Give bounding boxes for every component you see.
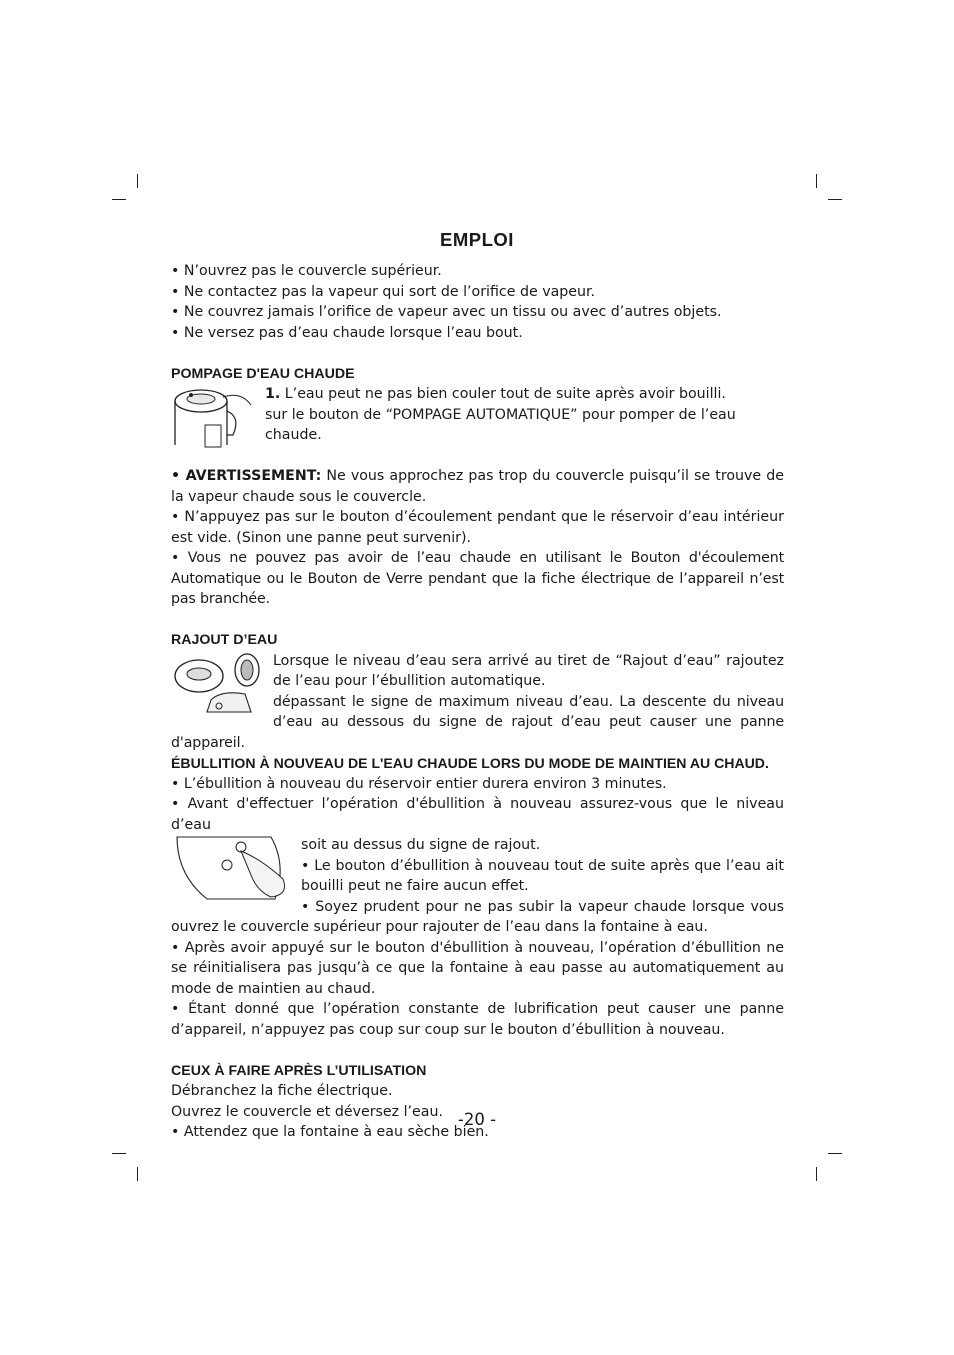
ebullition-bullet: • Avant d'effectuer l’opération d'ébullition à nouveau assurez-vous que le niveau d’eau bbox=[171, 796, 784, 833]
ebullition-bullet: • Après avoir appuyé sur le bouton d'ébullition à nouveau, l’opération d’ébullition ne se réinitialisera pas jusqu’à ce que la fontaine à eau passe au automatiquement au mode de maintien au chaud. bbox=[171, 939, 784, 997]
page-number: -20 - bbox=[457, 1110, 497, 1129]
ebullition-bullet: • Le bouton d’ébullition à nouveau tout de suite après que l’eau ait bouilli peut ne faire aucun effet. bbox=[301, 857, 784, 894]
refill-illustration bbox=[171, 652, 263, 716]
section-heading-apres: CEUX À FAIRE APRÈS L’UTILISATION bbox=[171, 1062, 427, 1079]
crop-mark bbox=[816, 174, 817, 188]
ebullition-bullet-cont: soit au dessus du signe de rajout. bbox=[301, 837, 541, 853]
pompage-bullet: • Vous ne pouvez pas avoir de l’eau chaude en utilisant le Bouton d'écoulement Automatique ou le Bouton de Verre pendant que la fiche électrique de l’appareil n’est pas branchée. bbox=[171, 550, 784, 607]
pompage-bullet: • N’appuyez pas sur le bouton d’écoulement pendant que le réservoir d’eau intérieur est vide. (Sinon une panne peut survenir). bbox=[171, 509, 784, 546]
intro-bullet: • Ne couvrez jamais l’orifice de vapeur avec un tissu ou avec d’autres objets. bbox=[171, 304, 722, 320]
intro-bullet: • N’ouvrez pas le couvercle supérieur. bbox=[171, 263, 442, 279]
boil-button-panel-illustration bbox=[171, 835, 291, 901]
section-heading-pompage: POMPAGE D'EAU CHAUDE bbox=[171, 365, 355, 382]
step-number: 1. bbox=[265, 386, 281, 402]
pump-lid-illustration bbox=[171, 385, 255, 451]
crop-mark bbox=[137, 174, 138, 188]
crop-mark bbox=[137, 1167, 138, 1181]
ebullition-bullet: • L’ébullition à nouveau du réservoir entier durera environ 3 minutes. bbox=[171, 775, 667, 792]
apres-line: • Attendez que la fontaine à eau sèche bien. bbox=[171, 1124, 489, 1140]
crop-mark bbox=[816, 1167, 817, 1181]
crop-mark bbox=[828, 199, 842, 200]
crop-mark bbox=[828, 1153, 842, 1154]
crop-mark bbox=[112, 199, 126, 200]
warning-text: Ne vous approchez pas trop du couvercle puisqu’il se trouve de la vapeur chaude sous le couvercle. bbox=[171, 468, 784, 505]
ebullition-bullet: • Soyez prudent pour ne pas subir la vapeur chaude lorsque vous ouvrez le couvercle supérieur pour rajouter de l’eau dans la fontaine à eau. bbox=[171, 898, 784, 935]
intro-bullet: • Ne versez pas d’eau chaude lorsque l’eau bout. bbox=[171, 324, 523, 341]
warning-label: • AVERTISSEMENT: bbox=[171, 468, 322, 484]
intro-bullet: • Ne contactez pas la vapeur qui sort de l’orifice de vapeur. bbox=[171, 283, 596, 300]
apres-line: Ouvrez le couvercle et déversez l’eau. bbox=[171, 1103, 443, 1120]
crop-mark bbox=[112, 1153, 126, 1154]
page-title: EMPLOI bbox=[440, 229, 514, 250]
page-content bbox=[171, 261, 784, 1143]
rajout-text: Lorsque le niveau d’eau sera arrivé au tiret de “Rajout d’eau” rajoutez de l’eau pour l’ébullition automatique. bbox=[273, 652, 784, 689]
step-text-line2: sur le bouton de “POMPAGE AUTOMATIQUE” pour pomper de l’eau chaude. bbox=[265, 406, 736, 443]
section-heading-ebullition: ÉBULLITION À NOUVEAU DE L'EAU CHAUDE LORS DU MODE DE MAINTIEN AU CHAUD. bbox=[171, 755, 769, 771]
ebullition-bullet: • Étant donné que l’opération constante de lubrification peut causer une panne d’appareil, n’appuyez pas coup sur coup sur le bouton d’ébullition à nouveau. bbox=[171, 1001, 784, 1038]
step-text: L’eau peut ne pas bien couler tout de suite après avoir bouilli. bbox=[280, 386, 726, 402]
rajout-text: dépassant le signe de maximum niveau d’eau. La descente du niveau d’eau au dessous du signe de rajout d’eau peut causer une panne d'appareil. bbox=[171, 693, 784, 751]
section-heading-rajout: RAJOUT D’EAU bbox=[171, 632, 278, 648]
apres-line: Débranchez la fiche électrique. bbox=[171, 1083, 393, 1099]
